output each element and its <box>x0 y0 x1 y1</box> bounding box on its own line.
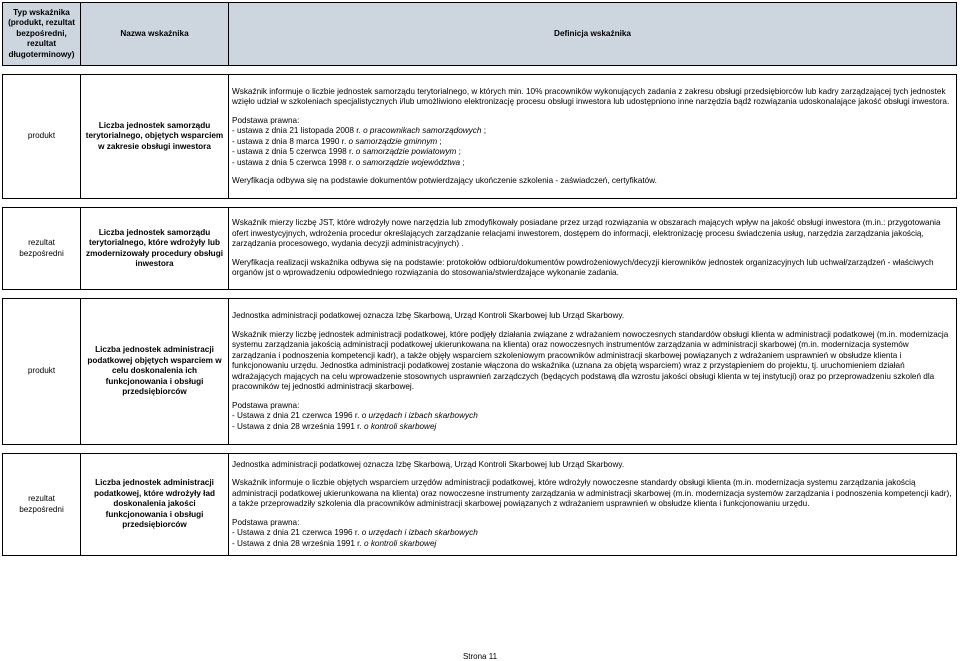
legal-basis <box>232 401 953 433</box>
indicator-name: Liczba jednostek administracji podatkowej objętych wsparciem w celu doskonalenia ich funkcjonowania i obsługi przedsiębiorców <box>81 299 229 445</box>
indicator-type: rezultat bezpośredni <box>3 454 81 556</box>
definition-text: Wskaźnik informuje o liczbie objętych wsparciem urzędów administracji podatkowej, które wdrożyły nowoczesne standardy obsługi klienta (m.in. modernizacja systemu zarządzania jakością administracji podatkowej ukierunkowana na klienta) oraz nowoczesne instrumenty zarządzania w administracji skarbowej (m.in. modernizacja systemów zarządzania i podnoszenia kompetencji kadr), a także przeprowadziły szkolenia dla pracowników administracji skarbowej powiązanych z wdrażaniem usprawnień w obsłudze klienta i funkcjonowaniu urzędu. <box>232 478 952 509</box>
definition-text: Wskaźnik mierzy liczbę jednostek administracji podatkowej, które podjęły działania związane z wdrażaniem nowoczesnych standardów obsługi klienta w administracji podatkowej (m.in. modernizacja systemu zarządzania jakością administracji podatkowej ukierunkowana na klienta) oraz nowoczesnych instrumentów zarządzania w administracji skarbowej (m.in. modernizacja systemów zarządzania i podnoszenia kompetencji kadr), a także objęły wsparciem szkoleniowym pracowników administracji skarbowej powiązanych z wdrażaniem usprawnień w obsłudze klienta i funkcjonowaniu urzędu. Jednostka administracji podatkowej zostanie włączona do wskaźnika (uznana za objętą wsparciem) wraz z przystąpieniem do projektu, tj. uruchomieniem działań wdrażających mających na celu wprowadzenie stosownych usprawnień zarządczych (będących podstawą dla wzrostu jakości obsługi klienta w tej instytucji) oraz po przeprowadzeniu szkoleń dla pracowników tej jednostki administracji skarbowej. <box>232 329 949 391</box>
page-number: Strona 11 <box>462 652 498 661</box>
law-item: - Ustawa z dnia 28 września 1991 r. o kontroli skarbowej <box>232 421 437 431</box>
legal-basis <box>232 116 953 169</box>
indicator-definition <box>229 75 957 199</box>
indicator-name: Liczba jednostek samorządu terytorialnego, które wdrożyły lub zmodernizowały procedury obsługi inwestora <box>81 208 229 290</box>
verification-text: Weryfikacja odbywa się na podstawie dokumentów potwierdzający ukończenie szkolenia - zaświadczeń, certyfikatów. <box>232 176 657 185</box>
law-item: - Ustawa z dnia 21 czerwca 1996 r. o urzędach i izbach skarbowych <box>232 528 478 538</box>
law-item: - ustawa z dnia 21 listopada 2008 r. o pracownikach samorządowych ; <box>232 126 486 135</box>
legal-basis-title: Podstawa prawna: <box>232 400 300 410</box>
header-type: Typ wskaźnika (produkt, rezultat bezpośredni, rezultat długoterminowy) <box>3 3 81 66</box>
indicator-name: Liczba jednostek samorządu terytorialnego, objętych wsparciem w zakresie obsługi inwestora <box>81 75 229 199</box>
unit-definition: Jednostka administracji podatkowej oznacza Izbę Skarbową, Urząd Kontroli Skarbowej lub Urząd Skarbowy. <box>232 459 625 469</box>
law-item: - ustawa z dnia 5 czerwca 1998 r. o samorządzie województwa ; <box>232 157 465 167</box>
legal-basis-title: Podstawa prawna: <box>232 115 300 125</box>
indicator-definition <box>229 299 957 445</box>
law-item: - ustawa z dnia 8 marca 1990 r. o samorządzie gminnym ; <box>232 136 442 146</box>
unit-definition: Jednostka administracji podatkowej oznacza Izbę Skarbową, Urząd Kontroli Skarbowej lub Urząd Skarbowy. <box>232 311 625 320</box>
header-name: Nazwa wskaźnika <box>81 3 229 66</box>
indicator-definition <box>229 208 957 290</box>
law-item: - Ustawa z dnia 21 czerwca 1996 r. o urzędach i izbach skarbowych <box>232 411 478 420</box>
indicators-table <box>2 2 957 556</box>
indicator-definition <box>229 454 957 556</box>
definition-text: Wskaźnik informuje o liczbie jednostek samorządu terytorialnego, w których min. 10% pracowników wykonujących zadania z zakresu obsługi przedsiębiorców lub kadry zarządzającej tych jednostek wzięło udział w szkoleniach specjalistycznych i/lub umożliwiono elektronizację procesu obsługi inwestora lub udostępniono inne narzędzia bądź rozwiązania udoskonalające jakość obsługi inwestora. <box>232 86 950 106</box>
table-header-row <box>3 3 957 66</box>
law-item: - ustawa z dnia 5 czerwca 1998 r. o samorządzie powiatowym ; <box>232 147 461 156</box>
table-row <box>3 208 957 290</box>
table-row <box>3 454 957 556</box>
verification-text: Weryfikacja realizacji wskaźnika odbywa się na podstawie: protokołów odbioru/dokumentów powdrożeniowych/decyzji kierowników jednostek organizacyjnych lub uchwał/zarządzeń - właściwych organów jst o wprowadzeniu odpowiedniego rozwiązania do stosowania/stwierdzające wykonanie zadania. <box>232 257 934 278</box>
indicator-type: produkt <box>3 75 81 199</box>
legal-basis-title: Podstawa prawna: <box>232 517 300 527</box>
table-row <box>3 299 957 445</box>
law-item: - Ustawa z dnia 28 września 1991 r. o kontroli skarbowej <box>232 538 437 548</box>
definition-text: Wskaźnik mierzy liczbę JST, które wdrożyły nowe narzędzia lub zmodyfikowały posiadane przez urząd rozwiązania w obszarach mających wpływ na jakość obsługi inwestora (m.in.: przygotowania ofert inwestycyjnych, wdrożenia procedur określających zarządzanie relacjami inwestorem, dostępem do informacji, elektronizację procesu świadczenia usług, narzędzia zarządzania jakością, zarządzania procesowego, wydania decyzji administracyjnych) . <box>232 218 941 249</box>
table-row <box>3 75 957 199</box>
header-definition: Definicja wskaźnika <box>229 3 957 66</box>
indicator-type: rezultat bezpośredni <box>3 208 81 290</box>
legal-basis <box>232 518 953 550</box>
indicator-name: Liczba jednostek administracji podatkowej, które wdrożyły ład doskonalenia jakości funkcjonowania i obsługi przedsiębiorców <box>81 454 229 556</box>
indicator-type: produkt <box>3 299 81 445</box>
